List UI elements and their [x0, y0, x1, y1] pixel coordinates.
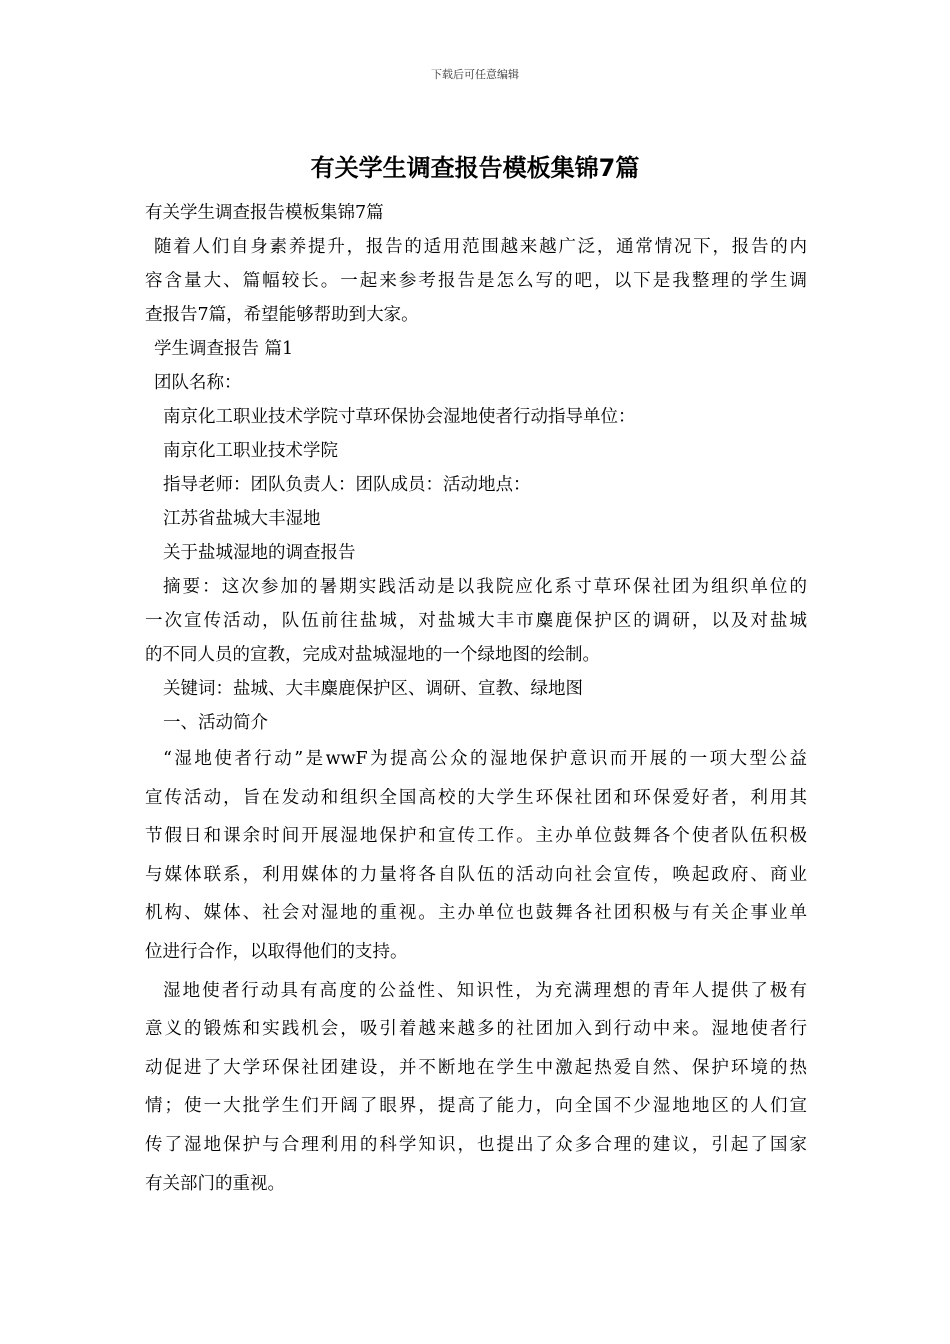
body-line: 有关部门的重视。 [145, 1173, 285, 1194]
body-line: 随着人们自身素养提升，报告的适用范围越来越广泛，通常情况下，报告的内 [154, 237, 807, 257]
body-line: 位进行合作，以取得他们的支持。 [145, 941, 408, 962]
body-line: 江苏省盐城大丰湿地 [163, 509, 321, 529]
body-line: 的不同人员的宣教，完成对盐城湿地的一个绿地图的绘制。 [145, 645, 600, 665]
body-line: 摘要：这次参加的暑期实践活动是以我院应化系寸草环保社团为组织单位的 [163, 577, 807, 597]
body-line: 传了湿地保护与合理利用的科学知识，也提出了众多合理的建议，引起了国家 [145, 1134, 807, 1155]
body-line: 一次宣传活动，队伍前往盐城，对盐城大丰市麋鹿保护区的调研，以及对盐城 [145, 611, 807, 631]
body-line: 指导老师：团队负责人：团队成员：活动地点： [163, 475, 531, 495]
body-line: “湿地使者行动”是wwF为提高公众的湿地保护意识而开展的一项大型公益 [163, 749, 807, 769]
body-line: 节假日和课余时间开展湿地保护和宣传工作。主办单位鼓舞各个使者队伍积极 [145, 826, 807, 847]
body-line: 团队名称： [154, 373, 242, 393]
section-heading: 学生调查报告 篇1 [154, 339, 294, 359]
body-line: 机构、媒体、社会对湿地的重视。主办单位也鼓舞各社团积极与有关企事业单 [145, 903, 807, 924]
document-body [145, 196, 807, 1203]
body-line: 容含量大、篇幅较长。一起来参考报告是怎么写的吧，以下是我整理的学生调 [145, 271, 807, 291]
body-line: 动促进了大学环保社团建设，并不断地在学生中激起热爱自然、保护环境的热 [145, 1057, 807, 1078]
body-line: 关于盐城湿地的调查报告 [163, 543, 356, 563]
page-header-note: 下载后可任意编辑 [431, 68, 519, 81]
document-title: 有关学生调查报告模板集锦7篇 [310, 154, 640, 182]
body-line: 情；使一大批学生们开阔了眼界，提高了能力，向全国不少湿地地区的人们宣 [145, 1096, 807, 1117]
body-line: 查报告7篇，希望能够帮助到大家。 [145, 305, 419, 325]
section-heading: 一、活动简介 [163, 713, 268, 733]
body-line: 南京化工职业技术学院 [163, 441, 338, 461]
body-line: 关键词：盐城、大丰麋鹿保护区、调研、宣教、绿地图 [163, 679, 583, 699]
body-line: 与媒体联系，利用媒体的力量将各自队伍的活动向社会宣传，唤起政府、商业 [145, 864, 807, 885]
body-line: 有关学生调查报告模板集锦7篇 [145, 203, 384, 223]
body-line: 湿地使者行动具有高度的公益性、知识性，为充满理想的青年人提供了极有 [163, 980, 807, 1001]
body-line: 宣传活动，旨在发动和组织全国高校的大学生环保社团和环保爱好者，利用其 [145, 787, 807, 808]
body-line: 南京化工职业技术学院寸草环保协会湿地使者行动指导单位： [163, 407, 636, 427]
body-line: 意义的锻炼和实践机会，吸引着越来越多的社团加入到行动中来。湿地使者行 [145, 1019, 807, 1040]
